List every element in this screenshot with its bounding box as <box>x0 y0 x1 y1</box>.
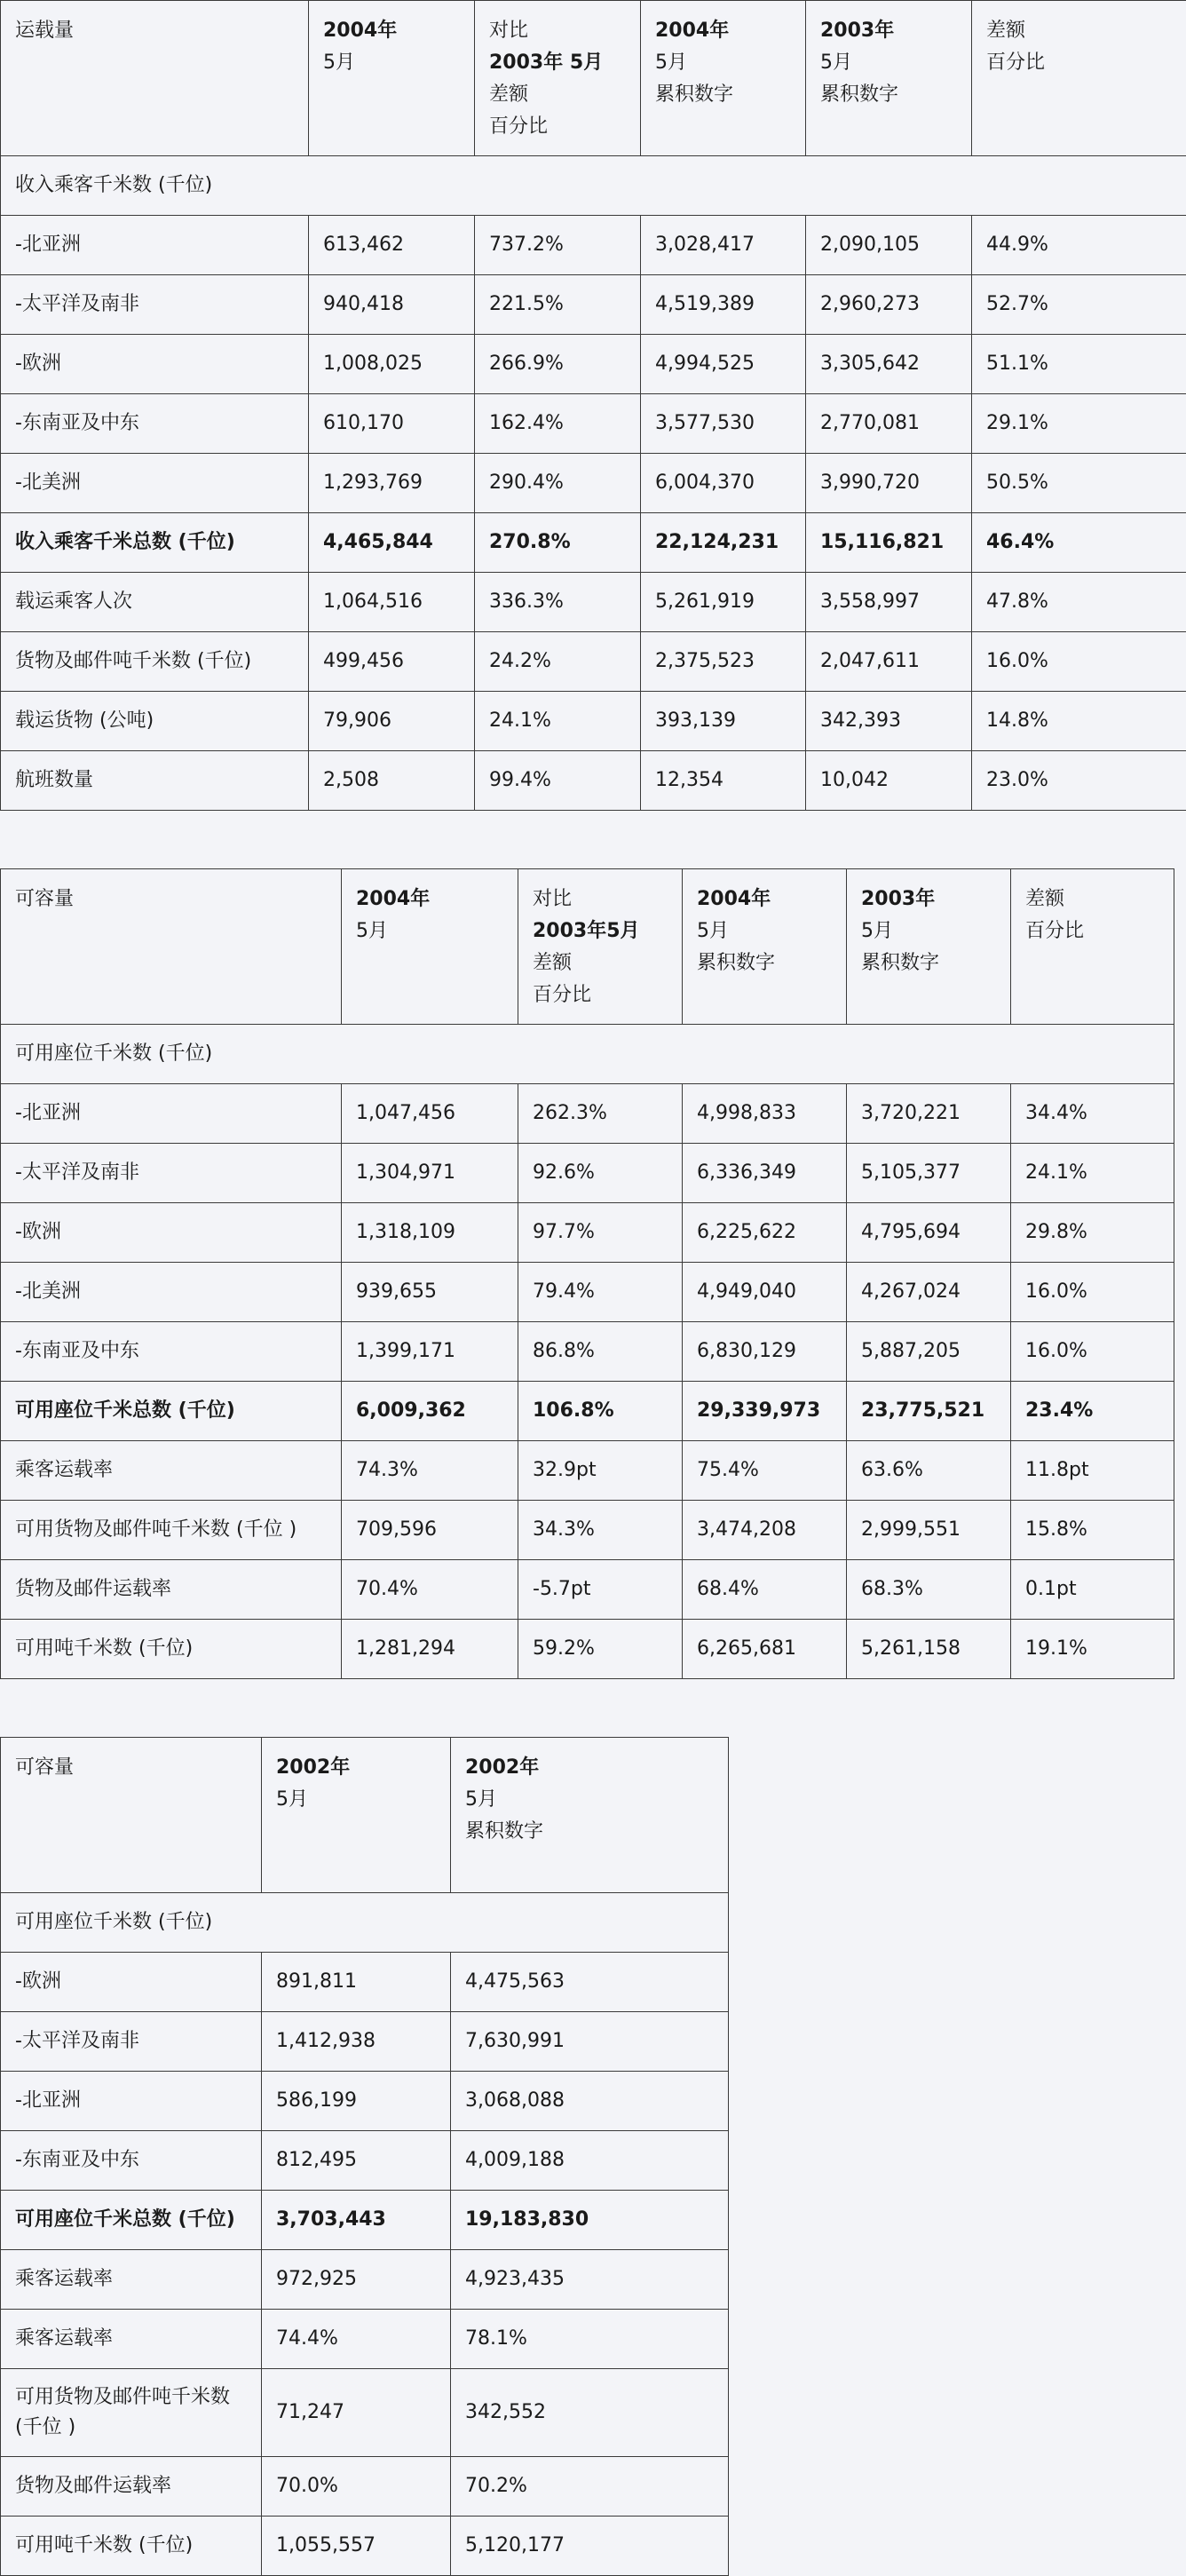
value-cell: 2,375,523 <box>641 632 806 692</box>
row-label: -北亚洲 <box>1 216 309 275</box>
value-cell: 19,183,830 <box>451 2191 729 2250</box>
header-cell <box>262 1738 451 1893</box>
header-line: 差额 <box>986 15 1172 47</box>
section-label: 可用座位千米数 (千位) <box>1 1025 1174 1084</box>
table-row <box>1 1203 1174 1263</box>
value-cell: 1,281,294 <box>342 1620 518 1679</box>
table-row <box>1 394 1186 454</box>
header-row <box>1 1738 729 1893</box>
value-cell: 270.8% <box>475 513 641 573</box>
value-cell: 51.1% <box>972 335 1186 394</box>
value-cell: 78.1% <box>451 2310 729 2369</box>
value-cell: 74.4% <box>262 2310 451 2369</box>
value-cell: 24.1% <box>475 692 641 751</box>
table-row <box>1 2250 729 2310</box>
header-line: 差额 <box>533 947 668 979</box>
table-row <box>1 1953 729 2012</box>
value-cell: 0.1pt <box>1011 1560 1174 1620</box>
value-cell: 939,655 <box>342 1263 518 1322</box>
value-cell: 3,558,997 <box>806 573 972 632</box>
table-row <box>1 2072 729 2131</box>
table-row <box>1 632 1186 692</box>
value-cell: 2,999,551 <box>847 1501 1011 1560</box>
value-cell: 586,199 <box>262 2072 451 2131</box>
table-row <box>1 1084 1174 1144</box>
value-cell: 1,318,109 <box>342 1203 518 1263</box>
value-cell: 5,887,205 <box>847 1322 1011 1382</box>
row-label: -欧洲 <box>1 1953 262 2012</box>
table-row <box>1 335 1186 394</box>
value-cell: 70.4% <box>342 1560 518 1620</box>
value-cell: 47.8% <box>972 573 1186 632</box>
value-cell: 2,047,611 <box>806 632 972 692</box>
value-cell: 336.3% <box>475 573 641 632</box>
value-cell: 262.3% <box>518 1084 683 1144</box>
value-cell: 5,261,158 <box>847 1620 1011 1679</box>
value-cell: 3,990,720 <box>806 454 972 513</box>
value-cell: 4,998,833 <box>683 1084 847 1144</box>
value-cell: 34.3% <box>518 1501 683 1560</box>
table-row <box>1 1441 1174 1501</box>
row-label: -太平洋及南非 <box>1 275 309 335</box>
row-label: -东南亚及中东 <box>1 1322 342 1382</box>
value-cell: -5.7pt <box>518 1560 683 1620</box>
header-cell <box>1 1738 262 1893</box>
value-cell: 32.9pt <box>518 1441 683 1501</box>
value-cell: 15,116,821 <box>806 513 972 573</box>
header-cell <box>1 869 342 1025</box>
value-cell: 2,770,081 <box>806 394 972 454</box>
header-line: 累积数字 <box>655 79 791 111</box>
value-cell: 19.1% <box>1011 1620 1174 1679</box>
header-line: 对比 <box>533 884 668 915</box>
row-label: -东南亚及中东 <box>1 2131 262 2191</box>
table-row <box>1 2131 729 2191</box>
value-cell: 50.5% <box>972 454 1186 513</box>
value-cell: 6,336,349 <box>683 1144 847 1203</box>
value-cell: 1,412,938 <box>262 2012 451 2072</box>
table-row <box>1 1144 1174 1203</box>
header-line: 2003年 <box>861 884 996 915</box>
row-label: 货物及邮件吨千米数 (千位) <box>1 632 309 692</box>
total-row <box>1 1382 1174 1441</box>
row-label: -欧洲 <box>1 335 309 394</box>
header-line: 累积数字 <box>820 79 957 111</box>
header-line: 累积数字 <box>465 1816 714 1848</box>
value-cell: 68.4% <box>683 1560 847 1620</box>
table-row <box>1 692 1186 751</box>
header-line: 5月 <box>465 1784 714 1816</box>
header-line: 2002年 <box>465 1752 714 1784</box>
value-cell: 29.8% <box>1011 1203 1174 1263</box>
row-label: 货物及邮件运载率 <box>1 2457 262 2517</box>
header-line: 5月 <box>323 47 460 79</box>
value-cell: 11.8pt <box>1011 1441 1174 1501</box>
table-row <box>1 2012 729 2072</box>
value-cell: 6,004,370 <box>641 454 806 513</box>
header-row <box>1 1 1186 156</box>
value-cell: 23,775,521 <box>847 1382 1011 1441</box>
header-line: 百分比 <box>533 979 668 1011</box>
value-cell: 70.2% <box>451 2457 729 2517</box>
row-label: 收入乘客千米总数 (千位) <box>1 513 309 573</box>
value-cell: 106.8% <box>518 1382 683 1441</box>
value-cell: 79.4% <box>518 1263 683 1322</box>
row-label: 航班数量 <box>1 751 309 811</box>
value-cell: 1,047,456 <box>342 1084 518 1144</box>
header-line: 差额 <box>489 79 626 111</box>
header-line: 5月 <box>820 47 957 79</box>
header-line: 5月 <box>861 915 996 947</box>
value-cell: 68.3% <box>847 1560 1011 1620</box>
row-label: 可用吨千米数 (千位) <box>1 2517 262 2576</box>
header-cell <box>972 1 1186 156</box>
header-line: 2003年 5月 <box>489 47 626 79</box>
value-cell: 5,261,919 <box>641 573 806 632</box>
value-cell: 3,703,443 <box>262 2191 451 2250</box>
header-cell <box>451 1738 729 1893</box>
value-cell: 4,795,694 <box>847 1203 1011 1263</box>
header-cell <box>518 869 683 1025</box>
value-cell: 70.0% <box>262 2457 451 2517</box>
header-cell <box>847 869 1011 1025</box>
table-row <box>1 1501 1174 1560</box>
table-row <box>1 573 1186 632</box>
header-line: 2002年 <box>276 1752 436 1784</box>
value-cell: 71,247 <box>262 2369 451 2457</box>
value-cell: 74.3% <box>342 1441 518 1501</box>
section-row <box>1 1025 1174 1084</box>
value-cell: 613,462 <box>309 216 475 275</box>
value-cell: 59.2% <box>518 1620 683 1679</box>
capacity-2002-table <box>0 1737 729 2576</box>
header-cell <box>1 1 309 156</box>
value-cell: 5,105,377 <box>847 1144 1011 1203</box>
value-cell: 97.7% <box>518 1203 683 1263</box>
row-label: 乘客运载率 <box>1 1441 342 1501</box>
capacity-table <box>0 868 1174 1679</box>
section-row <box>1 1893 729 1953</box>
header-line: 累积数字 <box>861 947 996 979</box>
value-cell: 10,042 <box>806 751 972 811</box>
row-label: -北美洲 <box>1 454 309 513</box>
value-cell: 499,456 <box>309 632 475 692</box>
header-row <box>1 869 1174 1025</box>
value-cell: 3,577,530 <box>641 394 806 454</box>
value-cell: 4,519,389 <box>641 275 806 335</box>
section-label: 可用座位千米数 (千位) <box>1 1893 729 1953</box>
row-label: 货物及邮件运载率 <box>1 1560 342 1620</box>
table-row <box>1 1263 1174 1322</box>
value-cell: 6,009,362 <box>342 1382 518 1441</box>
table-row <box>1 2517 729 2576</box>
value-cell: 940,418 <box>309 275 475 335</box>
value-cell: 290.4% <box>475 454 641 513</box>
value-cell: 1,064,516 <box>309 573 475 632</box>
value-cell: 737.2% <box>475 216 641 275</box>
value-cell: 1,055,557 <box>262 2517 451 2576</box>
value-cell: 34.4% <box>1011 1084 1174 1144</box>
value-cell: 29,339,973 <box>683 1382 847 1441</box>
value-cell: 2,090,105 <box>806 216 972 275</box>
value-cell: 4,994,525 <box>641 335 806 394</box>
value-cell: 610,170 <box>309 394 475 454</box>
value-cell: 342,393 <box>806 692 972 751</box>
value-cell: 92.6% <box>518 1144 683 1203</box>
value-cell: 5,120,177 <box>451 2517 729 2576</box>
value-cell: 99.4% <box>475 751 641 811</box>
value-cell: 162.4% <box>475 394 641 454</box>
header-cell <box>641 1 806 156</box>
row-label: 可用货物及邮件吨千米数 (千位 ) <box>1 2369 262 2457</box>
value-cell: 891,811 <box>262 1953 451 2012</box>
value-cell: 4,923,435 <box>451 2250 729 2310</box>
value-cell: 29.1% <box>972 394 1186 454</box>
value-cell: 24.1% <box>1011 1144 1174 1203</box>
value-cell: 24.2% <box>475 632 641 692</box>
value-cell: 393,139 <box>641 692 806 751</box>
value-cell: 86.8% <box>518 1322 683 1382</box>
value-cell: 4,465,844 <box>309 513 475 573</box>
table-row <box>1 275 1186 335</box>
value-cell: 1,399,171 <box>342 1322 518 1382</box>
header-line: 百分比 <box>489 111 626 143</box>
value-cell: 3,068,088 <box>451 2072 729 2131</box>
header-line: 2003年5月 <box>533 915 668 947</box>
row-label: 可用吨千米数 (千位) <box>1 1620 342 1679</box>
table-row <box>1 216 1186 275</box>
value-cell: 15.8% <box>1011 1501 1174 1560</box>
value-cell: 6,225,622 <box>683 1203 847 1263</box>
header-line: 百分比 <box>1025 915 1159 947</box>
row-label: 乘客运载率 <box>1 2310 262 2369</box>
header-line: 5月 <box>655 47 791 79</box>
row-label: -太平洋及南非 <box>1 2012 262 2072</box>
header-line: 5月 <box>356 915 503 947</box>
value-cell: 709,596 <box>342 1501 518 1560</box>
value-cell: 23.0% <box>972 751 1186 811</box>
header-line: 2004年 <box>323 15 460 47</box>
row-label: 可用座位千米总数 (千位) <box>1 2191 262 2250</box>
header-line: 2004年 <box>655 15 791 47</box>
header-line: 5月 <box>276 1784 436 1816</box>
value-cell: 1,304,971 <box>342 1144 518 1203</box>
table-row <box>1 2369 729 2457</box>
value-cell: 16.0% <box>1011 1322 1174 1382</box>
value-cell: 16.0% <box>972 632 1186 692</box>
table-row <box>1 1322 1174 1382</box>
value-cell: 1,008,025 <box>309 335 475 394</box>
value-cell: 4,949,040 <box>683 1263 847 1322</box>
header-line: 5月 <box>697 915 832 947</box>
value-cell: 79,906 <box>309 692 475 751</box>
table-row <box>1 1620 1174 1679</box>
value-cell: 3,474,208 <box>683 1501 847 1560</box>
value-cell: 972,925 <box>262 2250 451 2310</box>
value-cell: 3,305,642 <box>806 335 972 394</box>
value-cell: 2,960,273 <box>806 275 972 335</box>
header-cell <box>806 1 972 156</box>
section-row <box>1 156 1186 216</box>
header-line: 运载量 <box>15 15 294 47</box>
value-cell: 7,630,991 <box>451 2012 729 2072</box>
table-row <box>1 2457 729 2517</box>
header-cell <box>342 869 518 1025</box>
table-row <box>1 454 1186 513</box>
value-cell: 4,009,188 <box>451 2131 729 2191</box>
header-line: 百分比 <box>986 47 1172 79</box>
table-row <box>1 1560 1174 1620</box>
row-label: 乘客运载率 <box>1 2250 262 2310</box>
value-cell: 16.0% <box>1011 1263 1174 1322</box>
value-cell: 6,265,681 <box>683 1620 847 1679</box>
value-cell: 6,830,129 <box>683 1322 847 1382</box>
row-label: -北亚洲 <box>1 1084 342 1144</box>
header-line: 差额 <box>1025 884 1159 915</box>
row-label: -北美洲 <box>1 1263 342 1322</box>
table-row <box>1 751 1186 811</box>
total-row <box>1 513 1186 573</box>
value-cell: 22,124,231 <box>641 513 806 573</box>
value-cell: 812,495 <box>262 2131 451 2191</box>
section-label: 收入乘客千米数 (千位) <box>1 156 1186 216</box>
row-label: -欧洲 <box>1 1203 342 1263</box>
value-cell: 4,267,024 <box>847 1263 1011 1322</box>
value-cell: 3,028,417 <box>641 216 806 275</box>
value-cell: 12,354 <box>641 751 806 811</box>
value-cell: 3,720,221 <box>847 1084 1011 1144</box>
header-cell <box>309 1 475 156</box>
value-cell: 75.4% <box>683 1441 847 1501</box>
table-row <box>1 2310 729 2369</box>
value-cell: 46.4% <box>972 513 1186 573</box>
value-cell: 44.9% <box>972 216 1186 275</box>
value-cell: 52.7% <box>972 275 1186 335</box>
row-label: 载运乘客人次 <box>1 573 309 632</box>
value-cell: 266.9% <box>475 335 641 394</box>
header-cell <box>475 1 641 156</box>
value-cell: 2,508 <box>309 751 475 811</box>
header-cell <box>683 869 847 1025</box>
header-line: 累积数字 <box>697 947 832 979</box>
row-label: -北亚洲 <box>1 2072 262 2131</box>
value-cell: 342,552 <box>451 2369 729 2457</box>
value-cell: 23.4% <box>1011 1382 1174 1441</box>
value-cell: 14.8% <box>972 692 1186 751</box>
row-label: -太平洋及南非 <box>1 1144 342 1203</box>
header-line: 2003年 <box>820 15 957 47</box>
header-line: 2004年 <box>356 884 503 915</box>
header-cell <box>1011 869 1174 1025</box>
value-cell: 4,475,563 <box>451 1953 729 2012</box>
header-line: 可容量 <box>15 1752 247 1784</box>
row-label: 可用货物及邮件吨千米数 (千位 ) <box>1 1501 342 1560</box>
row-label: 载运货物 (公吨) <box>1 692 309 751</box>
total-row <box>1 2191 729 2250</box>
row-label: 可用座位千米总数 (千位) <box>1 1382 342 1441</box>
value-cell: 63.6% <box>847 1441 1011 1501</box>
traffic-table <box>0 0 1186 811</box>
header-line: 2004年 <box>697 884 832 915</box>
value-cell: 1,293,769 <box>309 454 475 513</box>
row-label: -东南亚及中东 <box>1 394 309 454</box>
header-line: 可容量 <box>15 884 327 915</box>
value-cell: 221.5% <box>475 275 641 335</box>
header-line: 对比 <box>489 15 626 47</box>
